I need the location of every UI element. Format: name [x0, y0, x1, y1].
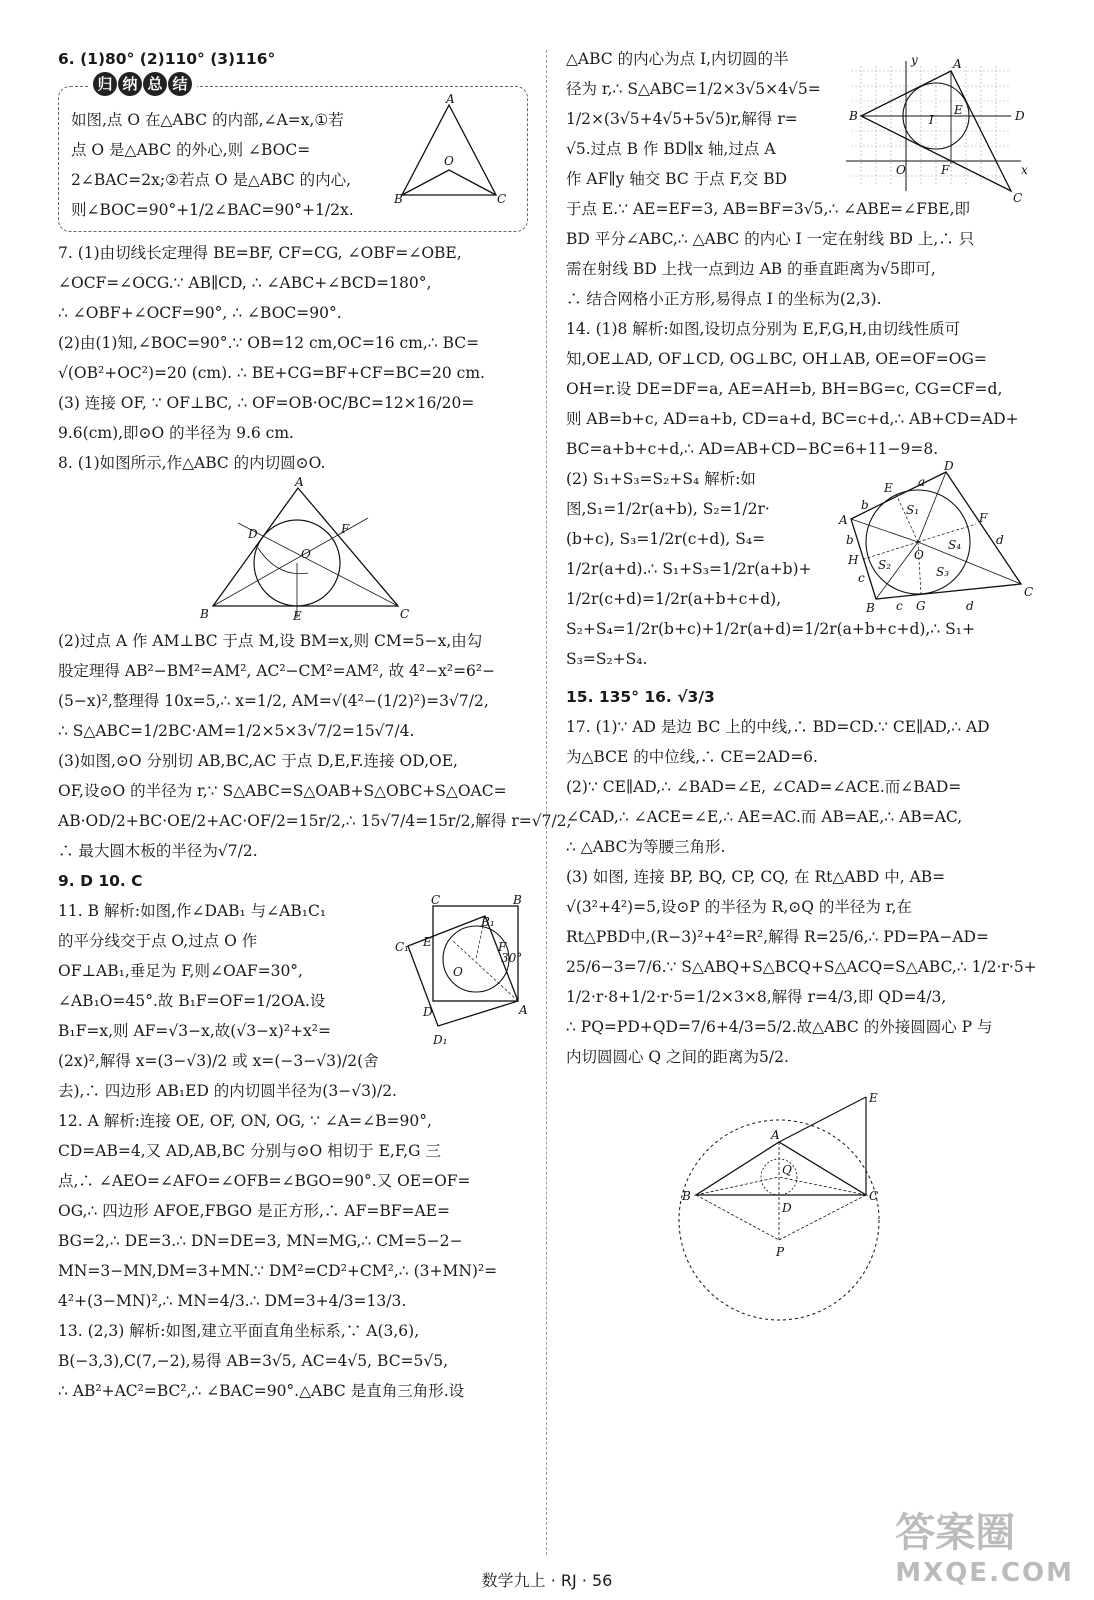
fig-label: y — [911, 53, 918, 67]
watermark-logo-text: 答案圈 — [895, 1510, 1016, 1556]
summary-line: 2∠BAC=2x;②若点 O 是△ABC 的内心, — [71, 171, 352, 189]
fig-label: C — [400, 607, 410, 621]
q11-line: (2x)²,解得 x=(3−√3)/2 或 x=(−3−√3)/2(舍 — [58, 1052, 379, 1070]
q14-line: 知,OE⊥AD, OF⊥CD, OG⊥BC, OH⊥AB, OE=OF=OG= — [566, 350, 987, 368]
q11-block — [58, 893, 528, 1106]
fig-label: D₁ — [433, 1033, 448, 1047]
fig-label: E — [293, 609, 302, 623]
fig-label: D — [944, 459, 954, 473]
q14b-line: S₃=S₂+S₄. — [566, 650, 648, 668]
q17-line: 17. (1)∵ AD 是边 BC 上的中线,∴ BD=CD.∵ CE∥AD,∴ AD — [566, 718, 990, 736]
fig-label: E — [884, 481, 893, 495]
q14b-line: 1/2r(a+d).∴ S₁+S₃=1/2r(a+b)+ — [566, 560, 812, 578]
q17-circles-figure — [676, 1092, 906, 1392]
fig-label: S₂ — [878, 558, 892, 572]
fig-label: O — [914, 548, 924, 562]
q8-line: (5−x)²,整理得 10x=5,∴ x=1/2, AM=√(4²−(1/2)²)=3√7/2, — [58, 692, 489, 710]
q17-line: ∴ PQ=PD+QD=7/6+4/3=5/2.故△ABC 的外接圆圆心 P 与 — [566, 1018, 993, 1036]
fig-label: Q — [782, 1163, 792, 1177]
fig-label: B — [513, 893, 522, 907]
fig-label: D — [423, 1005, 433, 1019]
fig-label: E — [954, 103, 963, 117]
q11-line: 11. B 解析:如图,作∠DAB₁ 与∠AB₁C₁ — [58, 902, 327, 920]
fig-label: F — [498, 940, 507, 954]
q14-line: 则 AB=b+c, AD=a+b, CD=a+d, BC=c+d,∴ AB+CD=AD+ — [566, 410, 1019, 428]
q14b-block — [566, 459, 1044, 674]
fig-label: F — [341, 522, 350, 536]
fig-label: C — [497, 192, 507, 206]
q13-line: 作 AF∥y 轴交 BC 于点 F,交 BD — [566, 170, 788, 188]
q8-incircle-figure — [198, 475, 418, 623]
fig-label: I — [929, 113, 934, 127]
q12-line: MN=3−MN,DM=3+MN.∵ DM²=CD²+CM²,∴ (3+MN)²= — [58, 1262, 498, 1280]
watermark-url: MXQE.COM — [895, 1558, 1074, 1588]
q13-line: BD 平分∠ABC,∴ △ABC 的内心 I 一定在射线 BD 上,∴ 只 — [566, 230, 975, 248]
fig-label: S₃ — [936, 565, 950, 579]
left-column — [58, 44, 572, 1406]
fig-label: O — [896, 163, 906, 177]
q8-line: OF,设⊙O 的半径为 r,∵ S△ABC=S△OAB+S△OBC+S△OAC= — [58, 782, 507, 800]
q12-line: CD=AB=4,又 AD,AB,BC 分别与⊙O 相切于 E,F,G 三 — [58, 1142, 441, 1160]
summary-badge — [89, 72, 197, 96]
q8-line: AB·OD/2+BC·OE/2+AC·OF/2=15r/2,∴ 15√7/4=15r/2,解得 r=√7/2, — [58, 812, 572, 830]
q13-line: ∴ 结合网格小正方形,易得点 I 的坐标为(2,3). — [566, 290, 882, 308]
fig-label: 30° — [501, 951, 523, 965]
fig-label: c — [858, 571, 865, 585]
q13-line: 于点 E.∵ AE=EF=3, AB=BF=3√5,∴ ∠ABE=∠FBE,即 — [566, 200, 970, 218]
q14b-line: 1/2r(c+d)=1/2r(a+b+c+d), — [566, 590, 782, 608]
fig-label: a — [918, 475, 926, 489]
fig-label: F — [941, 163, 950, 177]
fig-label: c — [896, 599, 903, 613]
q13-line: B(−3,3),C(7,−2),易得 AB=3√5, AC=4√5, BC=5√5, — [58, 1352, 449, 1370]
fig-label: B — [849, 109, 858, 123]
fig-label: A — [953, 57, 962, 71]
fig-label: F — [979, 511, 988, 525]
fig-label: E — [423, 935, 432, 949]
q13-continuation — [566, 44, 1044, 314]
q14b-line: (b+c), S₃=1/2r(c+d), S₄= — [566, 530, 766, 548]
q14-line: 14. (1)8 解析:如图,设切点分别为 E,F,G,H,由切线性质可 — [566, 320, 961, 338]
summary-char: 总 — [143, 72, 167, 96]
q12-line: 点,∴ ∠AEO=∠AFO=∠OFB=∠BGO=90°.又 OE=OF= — [58, 1172, 471, 1190]
fig-label: A — [839, 513, 848, 527]
summary-box — [58, 75, 528, 232]
right-column — [566, 44, 1044, 1392]
q8-line: 股定理得 AB²−BM²=AM², AC²−CM²=AM², 故 4²−x²=6²− — [58, 662, 496, 680]
summary-line: 则∠BOC=90°+1/2∠BAC=90°+1/2x. — [71, 201, 354, 219]
fig-label: B — [394, 192, 403, 206]
q17-line: (2)∵ CE∥AD,∴ ∠BAD=∠E, ∠CAD=∠ACE.而∠BAD= — [566, 778, 962, 796]
fig-label: E — [869, 1091, 878, 1105]
fig-label: B — [682, 1189, 691, 1203]
fig-label: P — [776, 1245, 785, 1259]
q13-line: △ABC 的内心为点 I,内切圆的半 — [566, 50, 789, 68]
q17-line: 1/2·r·8+1/2·r·5=1/2×3×8,解得 r=4/3,即 QD=4/3, — [566, 988, 947, 1006]
fig-label: D — [248, 527, 258, 541]
q11-line: 去),∴ 四边形 AB₁ED 的内切圆半径为(3−√3)/2. — [58, 1082, 397, 1100]
column-divider — [546, 50, 547, 1555]
fig-label: B — [200, 607, 209, 621]
q8-line: ∴ S△ABC=1/2BC·AM=1/2×5×3√7/2=15√7/4. — [58, 722, 415, 740]
fig-label: d — [996, 533, 1004, 547]
fig-label: C — [1024, 585, 1034, 599]
fig-label: C — [869, 1189, 879, 1203]
fig-label: B₁ — [481, 915, 495, 929]
q17-line: ∴ △ABC为等腰三角形. — [566, 838, 726, 856]
fig-label: A — [295, 475, 304, 489]
q8-heading: 8. (1)如图所示,作△ABC 的内切圆⊙O. — [58, 454, 326, 472]
q13-line: √5.过点 B 作 BD∥x 轴,过点 A — [566, 140, 776, 158]
q11-line: OF⊥AB₁,垂足为 F,则∠OAF=30°, — [58, 962, 303, 980]
page-footer: 数学九上 · RJ · 56 — [481, 1571, 613, 1590]
fig-label: A — [519, 1003, 528, 1017]
q14b-line: (2) S₁+S₃=S₂+S₄ 解析:如 — [566, 470, 756, 488]
q7-line: (3) 连接 OF, ∵ OF⊥BC, ∴ OF=OB·OC/BC=12×16/20= — [58, 394, 475, 412]
fig-label: x — [1021, 163, 1028, 177]
q13-grid-figure — [841, 53, 1031, 206]
summary-char: 归 — [93, 72, 117, 96]
fig-label: A — [446, 92, 455, 106]
q11-square-figure — [393, 893, 528, 1056]
q8-line: (3)如图,⊙O 分别切 AB,BC,AC 于点 D,E,F.连接 OD,OE, — [58, 752, 458, 770]
q14b-line: S₂+S₄=1/2r(b+c)+1/2r(a+d)=1/2r(a+b+c+d),∴ S₁+ — [566, 620, 975, 638]
summary-triangle-figure — [394, 92, 507, 206]
fig-label: S₁ — [906, 503, 920, 517]
q11-line: ∠AB₁O=45°.故 B₁F=OF=1/2OA.设 — [58, 992, 326, 1010]
q12-line: OG,∴ 四边形 AFOE,FBGO 是正方形,∴ AF=BF=AE= — [58, 1202, 450, 1220]
fig-label: D — [1015, 109, 1025, 123]
q13-line: 径为 r,∴ S△ABC=1/2×3√5×4√5= — [566, 80, 821, 98]
q14-line: OH=r.设 DE=DF=a, AE=AH=b, BH=BG=c, CG=CF=d, — [566, 380, 1003, 398]
fig-label: S₄ — [948, 538, 962, 552]
q17-line: (3) 如图, 连接 BP, BQ, CP, CQ, 在 Rt△ABD 中, AB= — [566, 868, 946, 886]
q17-line: 25/6−3=7/6.∵ S△ABQ+S△BCQ+S△ACQ=S△ABC,∴ 1/2·r·5+ — [566, 958, 1037, 976]
fig-label: d — [966, 599, 974, 613]
q11-line: B₁F=x,则 AF=√3−x,故(√3−x)²+x²= — [58, 1022, 331, 1040]
q14b-line: 图,S₁=1/2r(a+b), S₂=1/2r· — [566, 500, 770, 518]
fig-label: O — [453, 965, 463, 979]
q17-line: 内切圆圆心 Q 之间的距离为5/2. — [566, 1048, 789, 1066]
fig-label: O — [444, 154, 454, 168]
q6-answer: 6. (1)80° (2)110° (3)116° — [58, 50, 276, 68]
fig-label: G — [916, 599, 926, 613]
summary-char: 纳 — [118, 72, 142, 96]
q12-line: 12. A 解析:连接 OE, OF, ON, OG, ∵ ∠A=∠B=90°, — [58, 1112, 432, 1130]
q17-line: ∠CAD,∴ ∠ACE=∠E,∴ AE=AC.而 AB=AE,∴ AB=AC, — [566, 808, 963, 826]
q13-line: ∴ AB²+AC²=BC²,∴ ∠BAC=90°.△ABC 是直角三角形.设 — [58, 1382, 465, 1400]
fig-label: O — [301, 547, 311, 561]
summary-char: 结 — [168, 72, 192, 96]
q14-line: BC=a+b+c+d,∴ AD=AB+CD−BC=6+11−9=8. — [566, 440, 939, 458]
q17-figure-wrap — [566, 1072, 1044, 1392]
fig-label: b — [846, 533, 854, 547]
q14-quadrilateral-figure — [836, 459, 1036, 615]
q7-line: ∴ ∠OBF+∠OCF=90°, ∴ ∠BOC=90°. — [58, 304, 342, 322]
q12-line: BG=2,∴ DE=3.∴ DN=DE=3, MN=MG,∴ CM=5−2− — [58, 1232, 463, 1250]
q13-line: 需在射线 BD 上找一点到边 AB 的垂直距离为√5即可, — [566, 260, 936, 278]
q9-10-answer: 9. D 10. C — [58, 872, 143, 890]
fig-label: A — [771, 1128, 780, 1142]
q12-line: 4²+(3−MN)²,∴ MN=4/3.∴ DM=3+4/3=13/3. — [58, 1292, 407, 1310]
q15-16-answer: 15. 135° 16. √3/3 — [566, 688, 715, 706]
q11-line: 的平分线交于点 O,过点 O 作 — [58, 932, 258, 950]
q13-line: 1/2×(3√5+4√5+5√5)r,解得 r= — [566, 110, 798, 128]
q7-line: √(OB²+OC²)=20 (cm). ∴ BE+CG=BF+CF=BC=20 cm. — [58, 364, 485, 382]
fig-label: B — [866, 601, 875, 615]
q8-figure-wrap — [58, 475, 528, 626]
fig-label: C — [1013, 191, 1023, 205]
q17-line: √(3²+4²)=5,设⊙P 的半径为 R,⊙Q 的半径为 r,在 — [566, 898, 912, 916]
q8-line: (2)过点 A 作 AM⊥BC 于点 M,设 BM=x,则 CM=5−x,由勾 — [58, 632, 483, 650]
q7-line: 7. (1)由切线长定理得 BE=BF, CF=CG, ∠OBF=∠OBE, — [58, 244, 462, 262]
fig-label: C — [431, 893, 441, 907]
fig-label: H — [848, 553, 859, 567]
q17-line: 为△BCE 的中位线,∴ CE=2AD=6. — [566, 748, 818, 766]
summary-line: 点 O 是△ABC 的外心,则 ∠BOC= — [71, 141, 311, 159]
q7-line: 9.6(cm),即⊙O 的半径为 9.6 cm. — [58, 424, 294, 442]
q7-line: ∠OCF=∠OCG.∵ AB∥CD, ∴ ∠ABC+∠BCD=180°, — [58, 274, 432, 292]
fig-label: C₁ — [395, 940, 409, 954]
q8-line: ∴ 最大圆木板的半径为√7/2. — [58, 842, 258, 860]
fig-label: b — [861, 498, 869, 512]
fig-label: D — [782, 1201, 792, 1215]
q7-line: (2)由(1)知,∠BOC=90°.∵ OB=12 cm,OC=16 cm,∴ BC= — [58, 334, 480, 352]
q17-line: Rt△PBD中,(R−3)²+4²=R²,解得 R=25/6,∴ PD=PA−AD= — [566, 928, 989, 946]
summary-line: 如图,点 O 在△ABC 的内部,∠A=x,①若 — [71, 111, 344, 129]
q13-line: 13. (2,3) 解析:如图,建立平面直角坐标系,∵ A(3,6), — [58, 1322, 420, 1340]
watermark — [895, 1501, 1074, 1588]
